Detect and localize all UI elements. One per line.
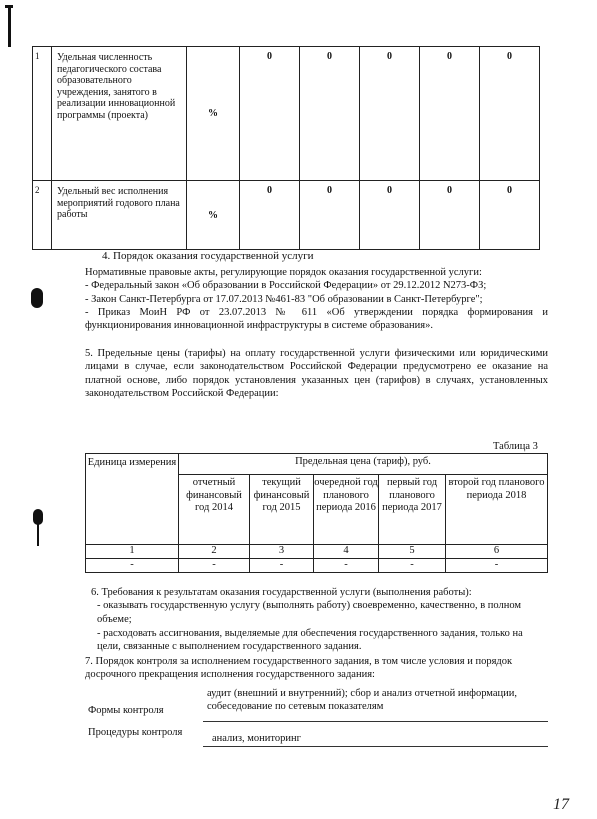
binder-hole-1 — [31, 288, 43, 308]
table-cell: - — [379, 559, 446, 573]
table-row — [33, 181, 540, 250]
column-number: 4 — [314, 545, 379, 559]
indicator-unit: % — [187, 181, 240, 250]
page-number: 17 — [553, 796, 569, 813]
table-cell: - — [179, 559, 250, 573]
indicator-value: 0 — [480, 47, 540, 181]
section-7-title: 7. Порядок контроля за исполнением государственного задания, в том числе условия и порядок досрочного прекращения исполнения государственного задания: — [85, 656, 513, 681]
column-header: второй год планового периода 2018 — [446, 475, 548, 545]
column-header: отчетный финансовый год 2014 — [179, 475, 250, 545]
unit-header: Единица измерения — [86, 454, 179, 545]
divider — [203, 721, 548, 722]
table-cell: - — [86, 559, 179, 573]
indicator-value: 0 — [300, 181, 360, 250]
row-number: 2 — [33, 181, 52, 250]
table-row — [33, 47, 540, 181]
table-header-row — [86, 454, 548, 475]
section-6-title: 6. Требования к результатам оказания государственной услуги (выполнения работы): — [91, 587, 472, 598]
column-number: 1 — [86, 545, 179, 559]
table-cell: - — [314, 559, 379, 573]
law-item: - Закон Санкт-Петербурга от 17.07.2013 №461-83 "Об образовании в Санкт-Петербурге"; — [85, 293, 483, 305]
indicator-value: 0 — [480, 181, 540, 250]
column-number: 5 — [379, 545, 446, 559]
section-4-intro: Нормативные правовые акты, регулирующие порядок оказания государственной услуги: — [85, 267, 482, 278]
column-header: очередной год планового периода 2016 — [314, 475, 379, 545]
price-table — [85, 453, 548, 573]
column-number: 6 — [446, 545, 548, 559]
table-3-caption: Таблица 3 — [493, 441, 538, 452]
row-number: 1 — [33, 47, 52, 181]
table-row — [86, 559, 548, 573]
binder-hole-2-tail — [37, 520, 39, 546]
law-item: - Федеральный закон «Об образовании в Российской Федерации» от 29.12.2012 N273-ФЗ; — [85, 280, 487, 292]
law-item: - Приказ МоиН РФ от 23.07.2013 № 611 «Об утверждении порядка формирования и функционирования инновационной инфраструктуры в системе образования». — [85, 306, 548, 332]
indicator-unit: % — [187, 47, 240, 181]
divider — [203, 746, 548, 747]
forms-value: аудит (внешний и внутренний); сбор и анализ отчетной информации, собеседование по сетевым показателям — [207, 688, 518, 712]
price-header: Предельная цена (тариф), руб. — [179, 454, 548, 475]
indicator-name: Удельный вес исполнения мероприятий годового плана работы — [52, 181, 187, 250]
indicator-value: 0 — [300, 47, 360, 181]
column-number: 2 — [179, 545, 250, 559]
indicator-value: 0 — [420, 47, 480, 181]
indicator-name: Удельная численность педагогического состава образовательного учреждения, занятого в реализации инновационной программы (проекта) — [52, 47, 187, 181]
table-cell: - — [250, 559, 314, 573]
section-5-text: 5. Предельные цены (тарифы) на оплату государственной услуги физическими или юридическими лицами в случае, если законодательством Российской Федерации предусмотрено ее оказание на платной основе, либо порядок установления указанных цен (тарифов) в случаях, установленных законодательством Российской Федерации: — [85, 348, 548, 399]
table-cell: - — [446, 559, 548, 573]
binder-mark-vertical — [8, 5, 11, 47]
indicator-value: 0 — [420, 181, 480, 250]
column-header: текущий финансовый год 2015 — [250, 475, 314, 545]
indicators-table — [32, 46, 540, 250]
indicator-value: 0 — [360, 181, 420, 250]
forms-label: Формы контроля — [88, 705, 164, 716]
section-6 — [85, 586, 548, 653]
column-header: первый год планового периода 2017 — [379, 475, 446, 545]
procedures-label: Процедуры контроля — [88, 727, 183, 738]
indicator-value: 0 — [240, 47, 300, 181]
requirement-item: - оказывать государственную услугу (выполнять работу) своевременно, качественно, в полном объеме; — [97, 600, 522, 625]
section-4-title: 4. Порядок оказания государственной услуги — [102, 250, 314, 262]
indicator-value: 0 — [240, 181, 300, 250]
procedures-value: анализ, мониторинг — [212, 733, 301, 744]
requirement-item: - расходовать ассигнования, выделяемые для обеспечения государственного задания, только на цели, связанные с выполнением государственного задания. — [97, 627, 523, 653]
column-number: 3 — [250, 545, 314, 559]
section-4-body — [85, 266, 548, 332]
table-row — [86, 545, 548, 559]
indicator-value: 0 — [360, 47, 420, 181]
